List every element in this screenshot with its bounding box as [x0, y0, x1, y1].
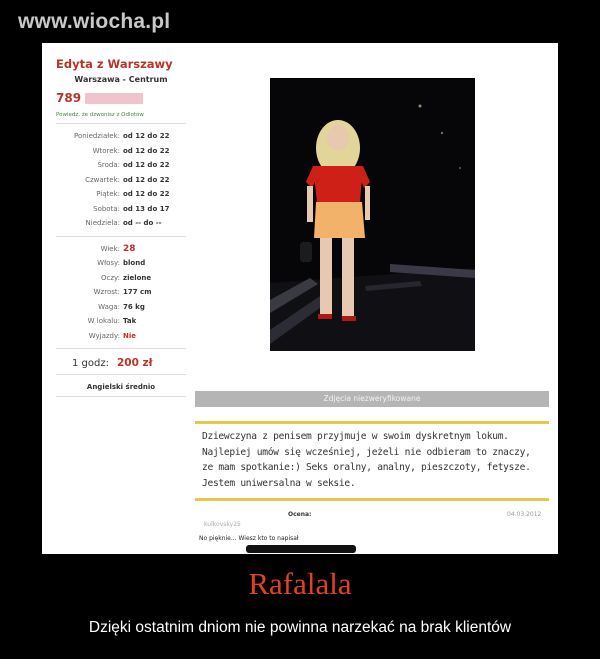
- schedule-hours: od 13 do 17: [123, 204, 170, 213]
- reviewer-nick[interactable]: kulkovsky25: [204, 521, 241, 528]
- schedule-day: Środa:: [97, 161, 120, 169]
- language-info: Angielski średnio: [86, 383, 156, 391]
- schedule-row: [56, 173, 186, 188]
- schedule-day: Niedziela:: [85, 219, 120, 227]
- attribute-value: blond: [123, 259, 146, 267]
- divider: [56, 396, 186, 397]
- schedule-hours: od 12 do 22: [123, 161, 170, 169]
- schedule-hours: od 12 do 22: [123, 132, 170, 140]
- schedule-day: Poniedziałek:: [73, 132, 120, 140]
- unverified-photos-bar: Zdjęcia niezweryfikowane: [195, 391, 549, 407]
- price-row: [56, 357, 186, 369]
- description-line: ze mam spotkanie:) Seks oralny, analny, pieszczoty, fetysze.: [202, 462, 531, 473]
- attribute-row: [56, 271, 186, 286]
- schedule-day: Czwartek:: [85, 175, 120, 184]
- schedule-row: [56, 158, 186, 173]
- description-line: Jestem uniwersalna w seksie.: [202, 477, 356, 489]
- description-line: Najlepiej umów się wcześniej, jeżeli nie odbieram to znaczy,: [202, 446, 531, 458]
- schedule-row: [56, 129, 186, 144]
- profile-description: [202, 429, 547, 491]
- schedule-row: [56, 202, 186, 217]
- schedule-day: Sobota:: [93, 204, 120, 213]
- attribute-row: [56, 285, 186, 300]
- attribute-key: Wzrost:: [93, 288, 120, 296]
- attribute-row: [56, 242, 186, 257]
- schedule-list: [56, 129, 186, 231]
- screenshot-frame: [42, 43, 558, 554]
- attribute-key: W lokalu:: [87, 317, 120, 325]
- attribute-key: Wyjazdy:: [88, 331, 120, 340]
- description-bottom-line: [195, 498, 549, 501]
- price-label: 1 godz:: [72, 358, 109, 369]
- divider: [56, 123, 186, 124]
- schedule-row: [56, 187, 186, 202]
- attribute-key: Waga:: [98, 302, 120, 311]
- attribute-value: 177 cm: [123, 288, 152, 296]
- rating-label: Ocena:: [288, 511, 312, 518]
- divider: [56, 236, 186, 237]
- schedule-hours: od -- do --: [123, 219, 162, 227]
- attribute-key: Wiek:: [100, 244, 120, 253]
- attribute-value: 28: [123, 243, 136, 254]
- attribute-key: Włosy:: [97, 259, 120, 267]
- poster-caption: Dzięki ostatnim dniom nie powinna narzekać na brak klientów: [88, 619, 512, 636]
- censor-scribble: [246, 545, 356, 553]
- profile-name: Edyta z Warszawy: [56, 57, 173, 71]
- attribute-value: zielone: [123, 273, 152, 282]
- attribute-value: 76 kg: [123, 302, 145, 311]
- description-top-line: [195, 421, 549, 424]
- divider: [56, 348, 186, 349]
- schedule-hours: od 12 do 22: [123, 146, 170, 155]
- attribute-row: [56, 256, 186, 271]
- description-line: Dziewczyna z penisem przyjmuje w swoim dyskretnym lokum.: [202, 431, 509, 442]
- attributes-list: [56, 242, 186, 344]
- review-comment: No pięknie... Wiesz kto to napisał: [199, 535, 299, 542]
- profile-panel: [56, 57, 186, 402]
- review-date: 04.03.2012: [507, 511, 542, 518]
- schedule-day: Wtorek:: [92, 146, 120, 155]
- price-value: 200 zł: [116, 357, 153, 369]
- night-street-photo: [270, 78, 475, 351]
- divider: [56, 374, 186, 375]
- phone-number[interactable]: 789: [56, 91, 82, 105]
- poster-title: Rafalala: [248, 566, 352, 601]
- schedule-hours: od 12 do 22: [123, 175, 170, 184]
- call-hint: Powiedz, że dzwonisz z Odlotów: [56, 112, 144, 118]
- schedule-hours: od 12 do 22: [123, 190, 170, 198]
- profile-photo[interactable]: [270, 78, 475, 351]
- schedule-day: Piątek:: [96, 190, 120, 198]
- attribute-value: Nie: [123, 331, 137, 340]
- attribute-row: [56, 329, 186, 344]
- schedule-row: [56, 216, 186, 231]
- schedule-row: [56, 144, 186, 159]
- site-watermark: www.wiocha.pl: [18, 10, 171, 33]
- attribute-key: Oczy:: [100, 273, 120, 282]
- phone-row: [56, 91, 186, 105]
- attribute-value: Tak: [123, 317, 137, 325]
- attribute-row: [56, 300, 186, 315]
- phone-censor: [85, 93, 143, 104]
- profile-location: Warszawa - Centrum: [74, 75, 168, 84]
- attribute-row: [56, 314, 186, 329]
